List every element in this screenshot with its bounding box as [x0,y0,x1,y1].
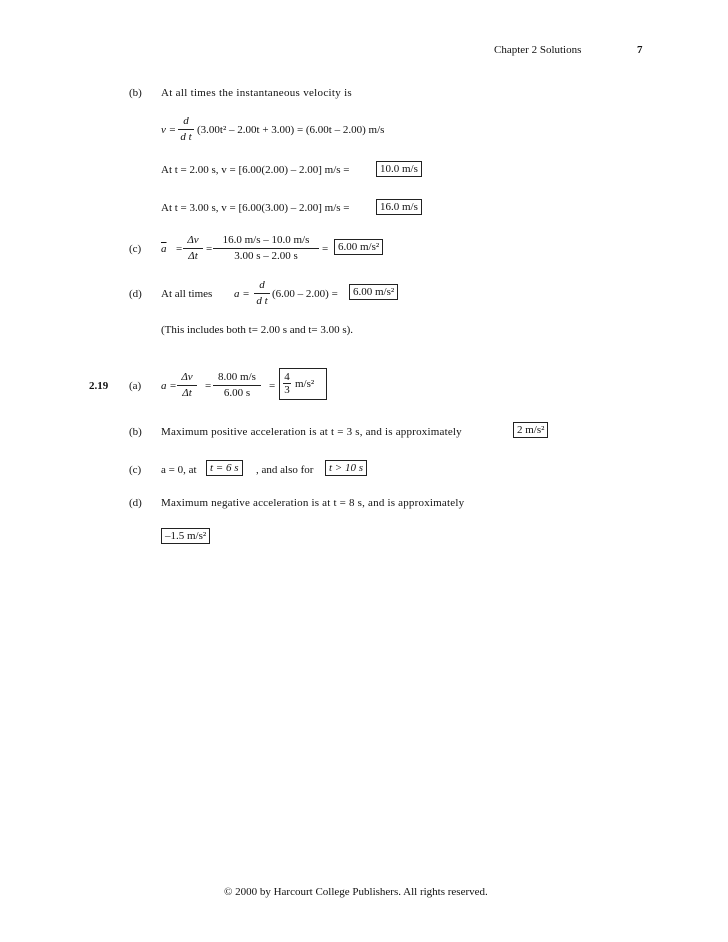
delta-v: Δv [183,234,203,249]
part-d-label: (d) [129,497,142,509]
delta-v-over-delta-t [177,371,197,400]
average-acceleration-symbol: $\overline{a}$ [161,243,167,255]
average-acceleration-fraction [213,234,319,263]
part-d-text: At all times [161,288,213,300]
derivative-operator [254,279,270,308]
answer-box-average-acceleration: 6.00 m/s² [334,239,383,255]
equals-sign: = [176,243,183,255]
velocity-difference: 16.0 m/s – 10.0 m/s [213,234,319,249]
part-d-note: (This includes both t= 2.00 s and t= 3.00 s). [161,324,354,336]
velocity-at-3s: At t = 3.00 s, v = [6.00(3.00) – 2.00] m/s = [161,202,350,214]
equals-sign: = [269,380,276,392]
derivative-operator [178,115,194,144]
answer-box-max-negative-acceleration: –1.5 m/s² [161,528,210,544]
problem-number: 2.19 [89,380,109,392]
delta-t: Δt [188,250,198,262]
velocity-at-2s: At t = 2.00 s, v = [6.00(2.00) – 2.00] m/s = [161,164,350,176]
equals-sign: = [322,243,329,255]
answer-fraction [283,371,291,397]
answer-box-time-greater-10s: t > 10 s [325,460,367,476]
acceleration-fraction [213,371,261,400]
part-c-text: a = 0, at [161,464,197,476]
derivative-numerator: d [178,115,194,130]
equals-sign: = [205,380,212,392]
part-d-text: Maximum negative acceleration is at t = 8 s, and is approximately [161,497,465,509]
part-d-label: (d) [129,288,142,300]
answer-box-max-positive-acceleration: 2 m/s² [513,422,548,438]
answer-denominator: 3 [284,384,290,396]
velocity-equals: v = [161,124,177,136]
part-c-label: (c) [129,243,142,255]
footer-copyright: © 2000 by Harcourt College Publishers. All rights reserved. [224,886,488,898]
part-b-text: At all times the instantaneous velocity is [161,87,353,99]
time-difference: 3.00 s – 2.00 s [234,250,298,262]
part-c-text-continued: , and also for [256,464,314,476]
equals-sign: = [206,243,213,255]
velocity-expression: (3.00t² – 2.00t + 3.00) = (6.00t – 2.00) m/s [197,124,385,136]
derivative-numerator: d [254,279,270,294]
answer-box-instantaneous-acceleration: 6.00 m/s² [349,284,398,300]
velocity-change: 8.00 m/s [213,371,261,386]
delta-t: Δt [182,387,192,399]
derivative-denominator: d t [180,131,192,143]
part-b-text: Maximum positive acceleration is at t = 3 s, and is approximately [161,426,462,438]
answer-unit: m/s² [295,378,315,390]
answer-box-velocity-2s: 10.0 m/s [376,161,422,177]
acceleration-equals: a = [234,288,250,300]
answer-box-time-6s: t = 6 s [206,460,243,476]
page-number: 7 [637,44,643,56]
chapter-title: Chapter 2 Solutions [494,44,582,56]
delta-v-over-delta-t [183,234,203,263]
acceleration-expression: (6.00 – 2.00) = [272,288,338,300]
part-b-label: (b) [129,87,142,99]
answer-box-velocity-3s: 16.0 m/s [376,199,422,215]
answer-box-acceleration [279,368,327,400]
derivative-denominator: d t [256,295,268,307]
part-a-label: (a) [129,380,142,392]
part-b-label: (b) [129,426,142,438]
part-c-label: (c) [129,464,142,476]
acceleration-equals: a = [161,380,177,392]
delta-v: Δv [177,371,197,386]
time-interval: 6.00 s [223,387,251,399]
answer-numerator: 4 [284,371,290,383]
